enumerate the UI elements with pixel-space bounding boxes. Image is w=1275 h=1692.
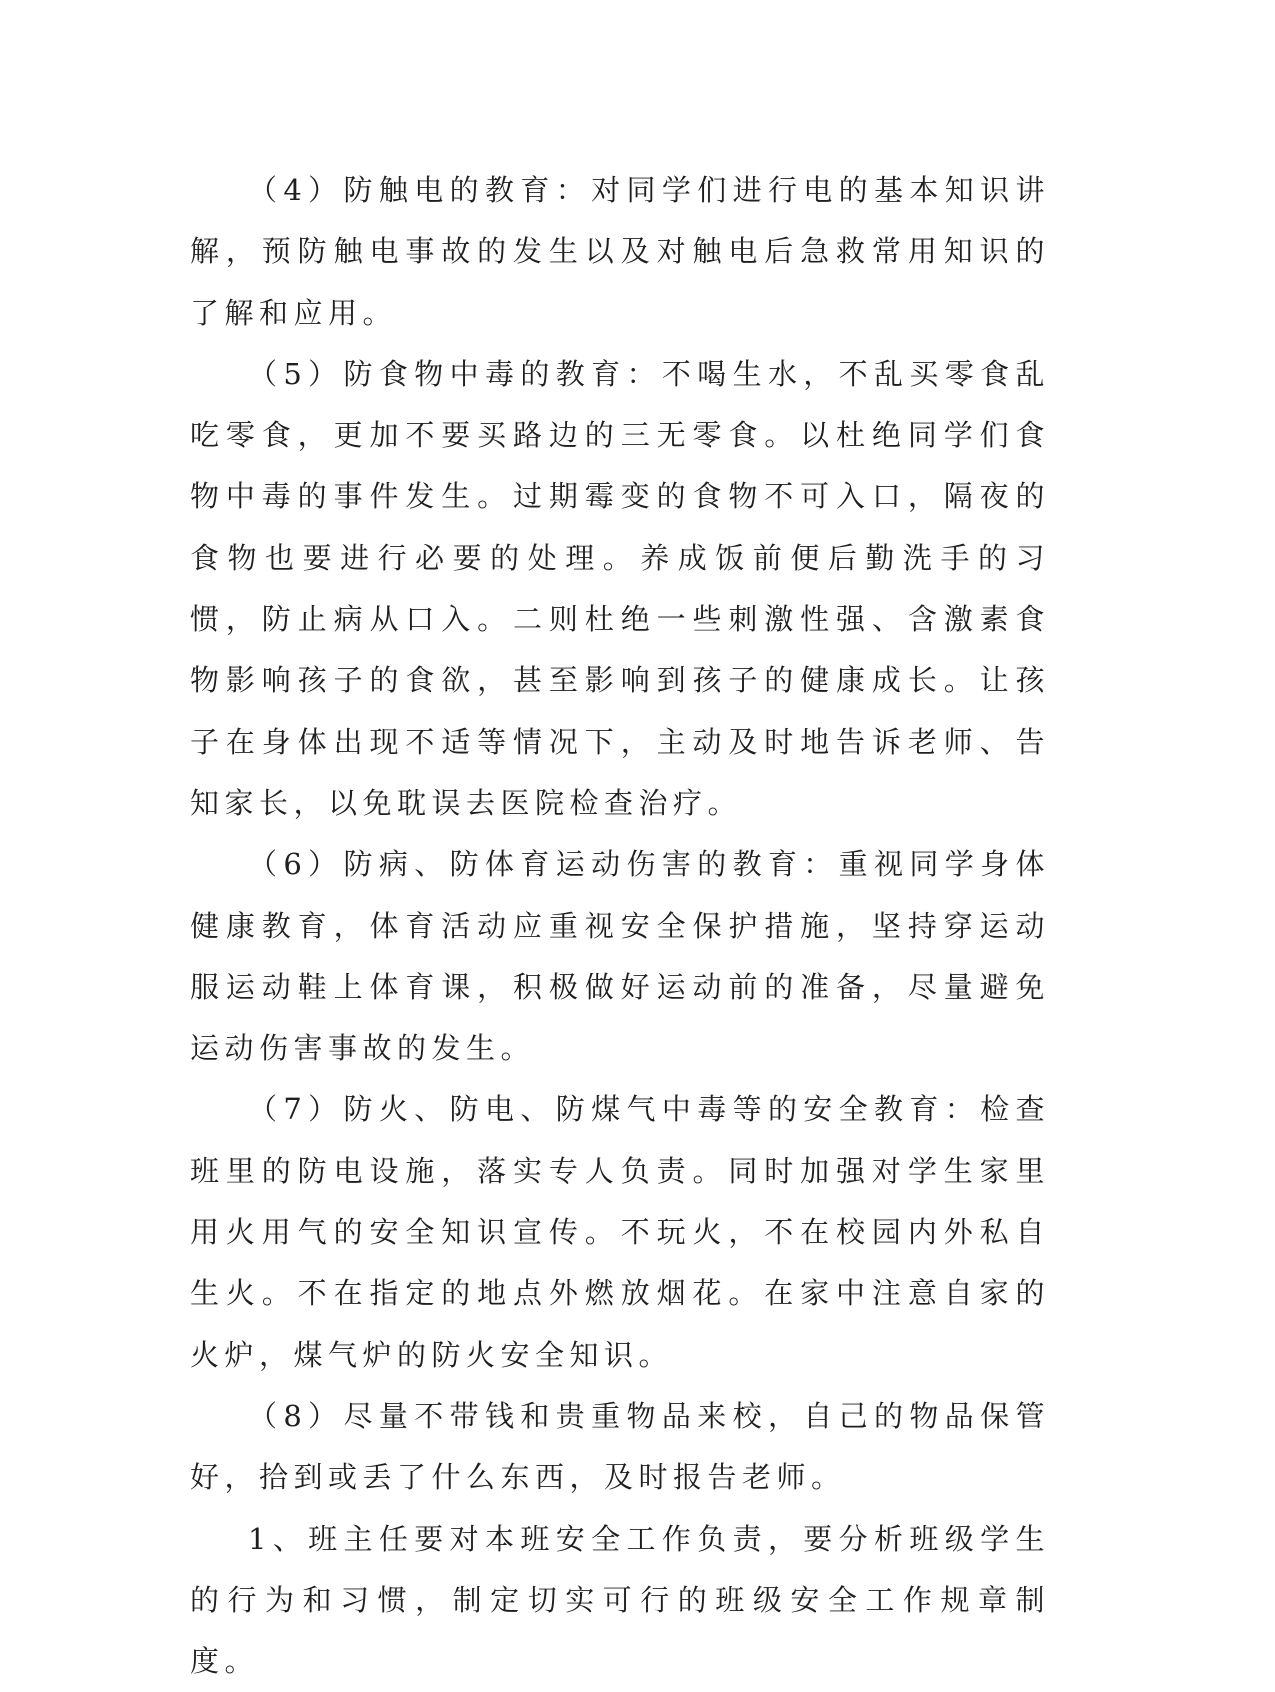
document-body: [190, 160, 1050, 1692]
paragraph-sports-injury: （6）防病、防体育运动伤害的教育：重视同学身体健康教育，体育活动应重视安全保护措施，坚持穿运动服运动鞋上体育课，积极做好运动前的准备，尽量避免运动伤害事故的发生。: [190, 847, 1050, 1066]
paragraph-class-teacher: 1、班主任要对本班安全工作负责，要分析班级学生的行为和习惯，制定切实可行的班级安全工作规章制度。: [190, 1521, 1050, 1679]
paragraph-food-poisoning: （5）防食物中毒的教育：不喝生水，不乱买零食乱吃零食，更加不要买路边的三无零食。以杜绝同学们食物中毒的事件发生。过期霉变的食物不可入口，隔夜的食物也要进行必要的处理。养成饭前便后勤洗手的习惯，防止病从口入。二则杜绝一些刺激性强、含激素食物影响孩子的食欲，甚至影响到孩子的健康成长。让孩子在身体出现不适等情况下，主动及时地告诉老师、告知家长，以免耽误去医院检查治疗。: [190, 356, 1050, 820]
paragraph-electric-shock: （4）防触电的教育：对同学们进行电的基本知识讲解，预防触电事故的发生以及对触电后急救常用知识的了解和应用。: [190, 173, 1050, 330]
paragraph-fire-safety: （7）防火、防电、防煤气中毒等的安全教育：检查班里的防电设施，落实专人负责。同时加强对学生家里用火用气的安全知识宣传。不玩火，不在校园内外私自生火。不在指定的地点外燃放烟花。在家中注意自家的火炉，煤气炉的防火安全知识。: [190, 1092, 1050, 1372]
paragraph-valuables: （8）尽量不带钱和贵重物品来校，自己的物品保管好，拾到或丢了什么东西，及时报告老师。: [190, 1398, 1050, 1495]
